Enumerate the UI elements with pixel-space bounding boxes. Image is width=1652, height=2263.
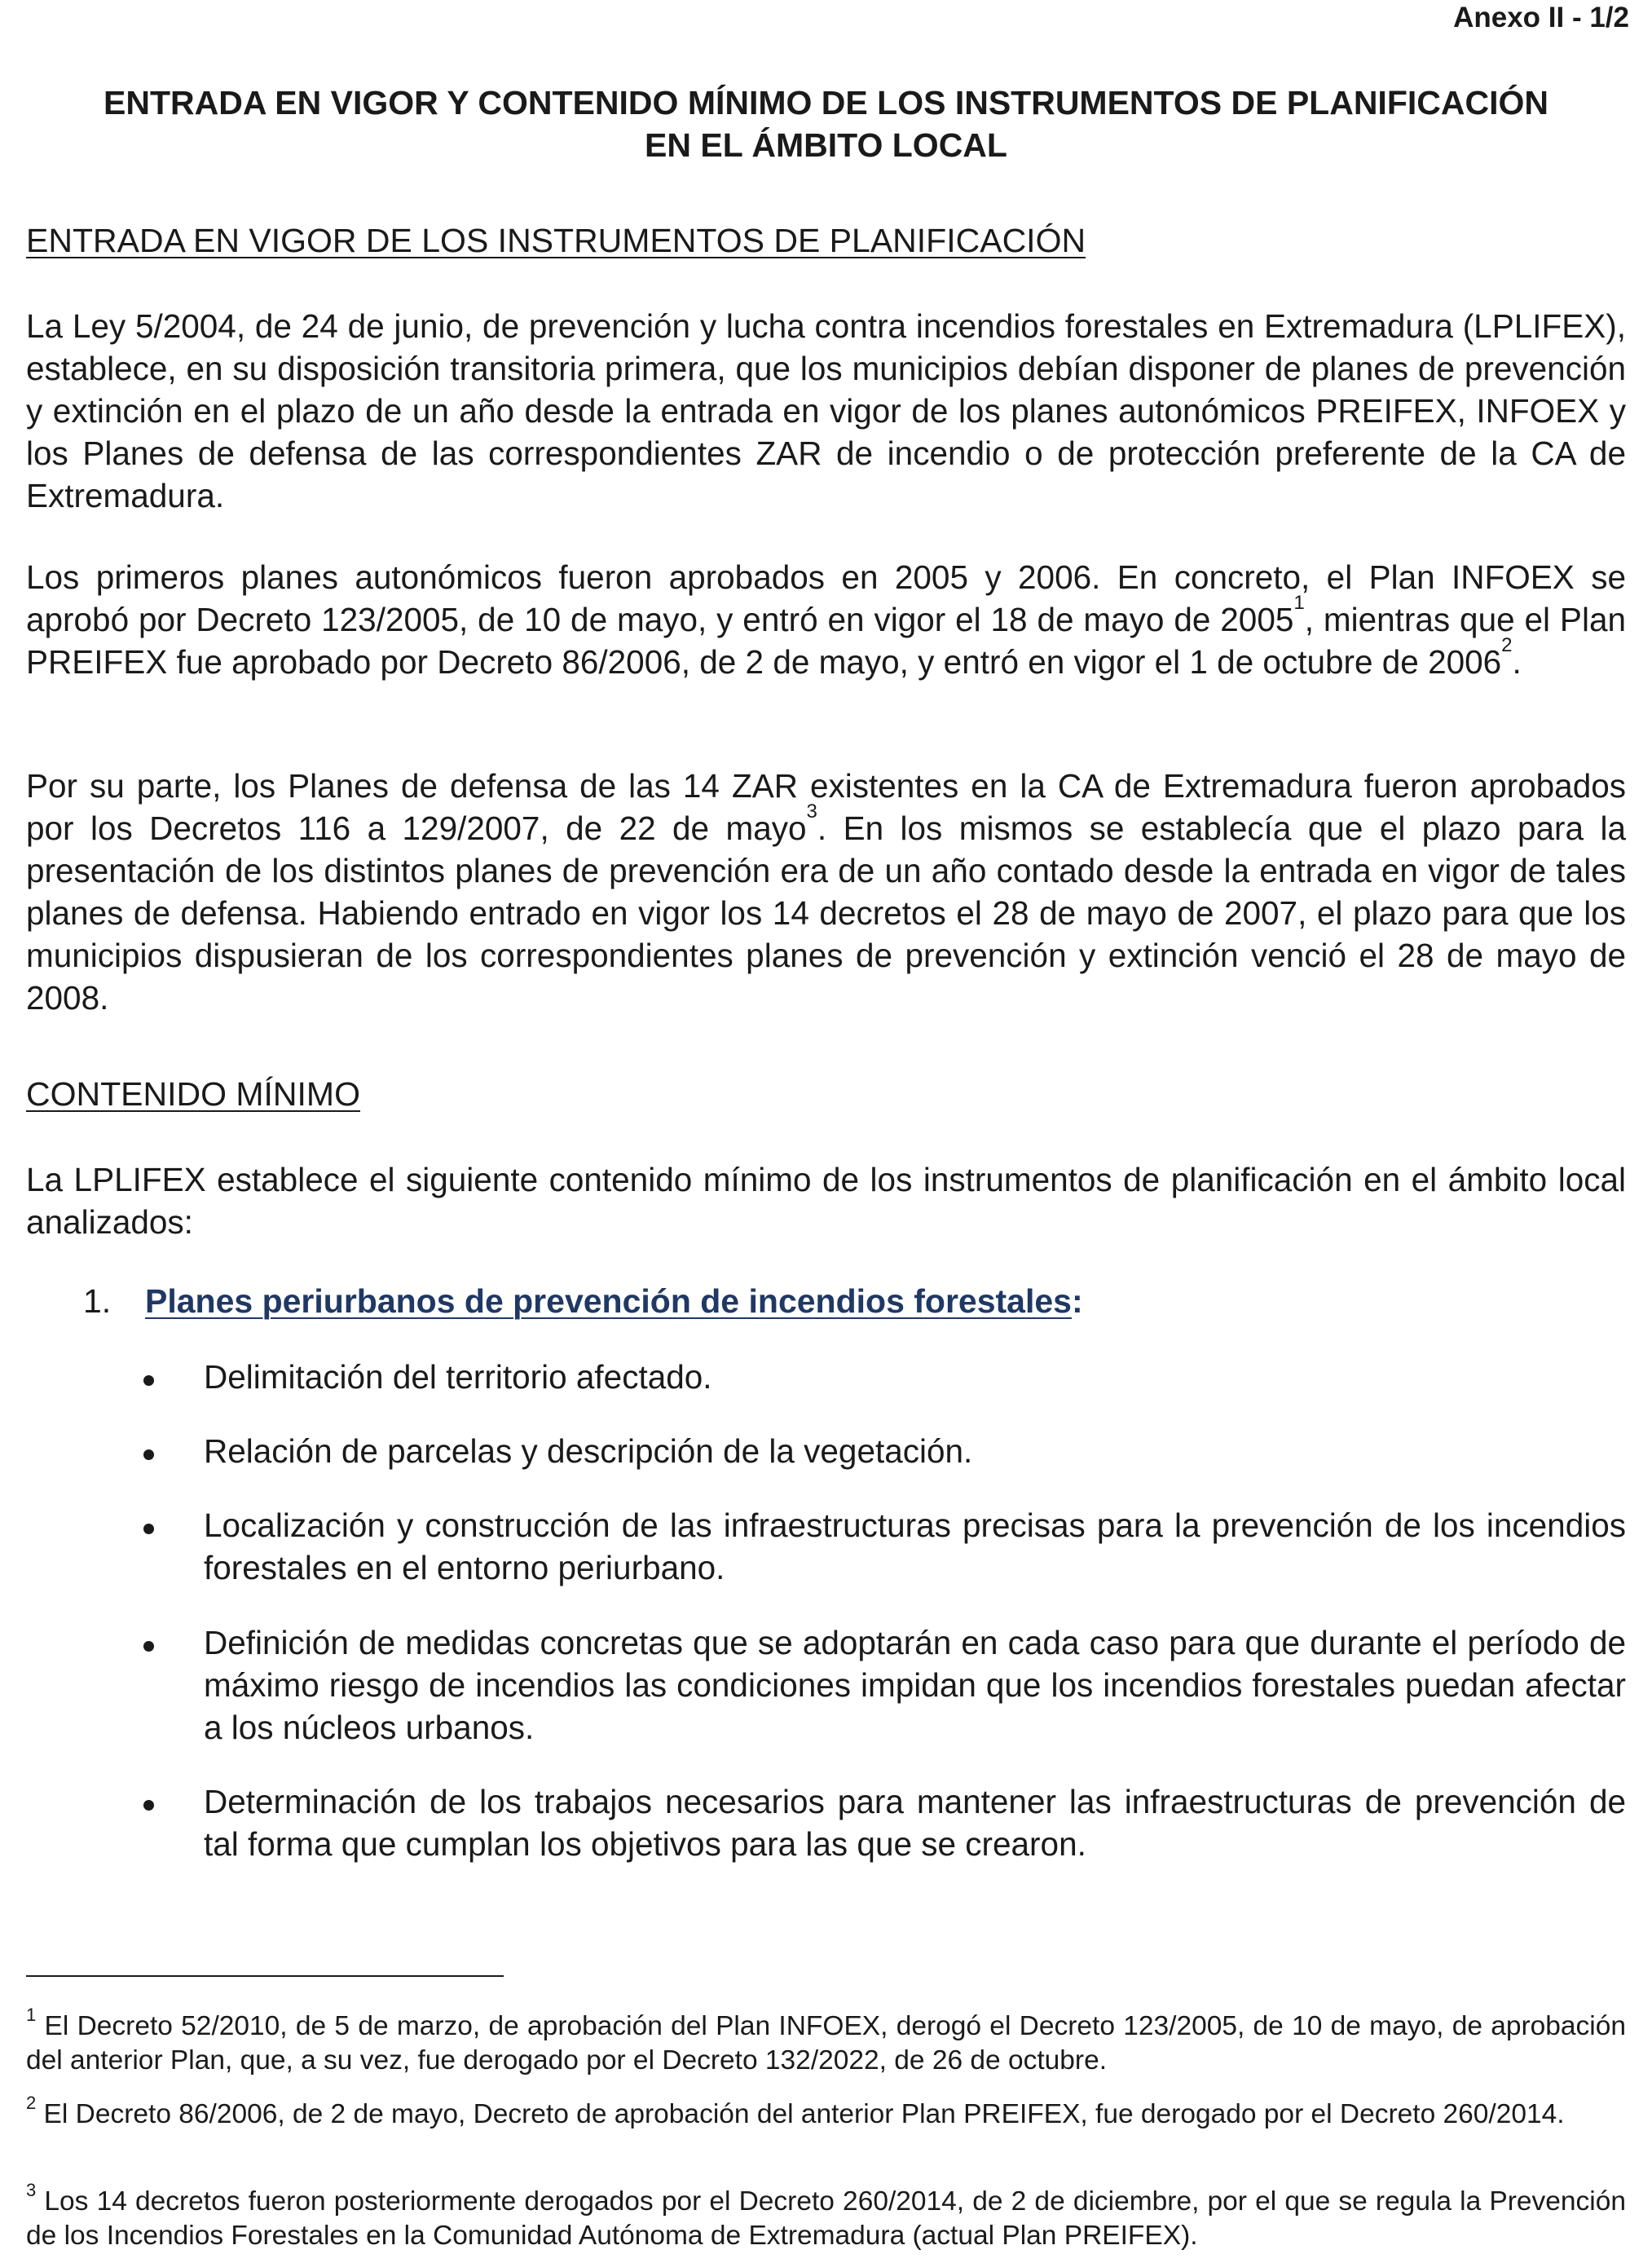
paragraph-ley: La Ley 5/2004, de 24 de junio, de prevención y lucha contra incendios forestales en Extremadura (LPLIFEX), establece, en su disposición transitoria primera, que los municipios debían disponer de planes de prevención y extinción en el plazo de un año desde la entrada en vigor de los planes autonómicos PREIFEX, INFOEX y los Planes de defensa de las correspondientes ZAR de incendio o de protección preferente de la CA de Extremadura. bbox=[26, 307, 1626, 514]
paragraph-contenido-intro: La LPLIFEX establece el siguiente contenido mínimo de los instrumentos de planificación en el ámbito local analizados: bbox=[26, 1161, 1626, 1241]
footnote-text: El Decreto 52/2010, de 5 de marzo, de aprobación del Plan INFOEX, derogó el Decreto 123/2005, de 10 de mayo, de aprobación del anterior Plan, que, a su vez, fue derogado por el Decreto 132/2022, de 26 de octubre. bbox=[26, 2011, 1626, 2076]
paragraph-text: , mientras que el Plan PREIFEX fue aprobado por Decreto 86/2006, de 2 de mayo, y entró en vigor el 1 de octubre de 2006 bbox=[26, 601, 1626, 681]
bullet-icon bbox=[143, 1800, 154, 1811]
bullet-icon bbox=[143, 1524, 154, 1534]
bullet-item: Determinación de los trabajos necesarios para mantener las infraestructuras de prevención de tal forma que cumplan los objetivos para las que se crearon. bbox=[204, 1783, 1626, 1863]
page-title-line-2: EN EL ÁMBITO LOCAL bbox=[645, 126, 1007, 164]
footnote-3 bbox=[26, 2180, 1626, 2253]
footnote-ref-1[interactable]: 1 bbox=[1293, 592, 1305, 614]
footnote-mark: 2 bbox=[26, 2093, 37, 2113]
section-heading-content: CONTENIDO MÍNIMO bbox=[26, 1075, 360, 1113]
footnote-text: Los 14 decretos fueron posteriormente derogados por el Decreto 260/2014, de 2 de diciembre, por el que se regula la Prevención de los Incendios Forestales en la Comunidad Autónoma de Extremadura (actual Plan PREIFEX). bbox=[26, 2186, 1626, 2251]
footnote-2 bbox=[26, 2093, 1626, 2132]
footnote-separator bbox=[26, 1975, 504, 1977]
item-colon: : bbox=[1071, 1282, 1083, 1320]
footnote-ref-3[interactable]: 3 bbox=[806, 801, 817, 823]
bullet-item: Delimitación del territorio afectado. bbox=[204, 1358, 712, 1396]
paragraph-primeros-planes bbox=[26, 556, 1626, 683]
bullet-icon bbox=[143, 1449, 154, 1460]
page-title-line-1: ENTRADA EN VIGOR Y CONTENIDO MÍNIMO DE LOS INSTRUMENTOS DE PLANIFICACIÓN bbox=[104, 84, 1548, 121]
bullet-item: Relación de parcelas y descripción de la vegetación. bbox=[204, 1432, 973, 1470]
bullet-icon bbox=[143, 1375, 154, 1386]
bullet-icon bbox=[143, 1641, 154, 1652]
page-title bbox=[26, 82, 1626, 166]
paragraph-text: Por su parte, los Planes de defensa de las 14 ZAR existentes en la CA de Extremadura fueron aprobados por los Decretos 116 a 129/2007, de 22 de mayo bbox=[26, 767, 1626, 847]
footnote-mark: 1 bbox=[26, 2005, 37, 2025]
planes-periurbanos-link[interactable]: Planes periurbanos de prevención de incendios forestales bbox=[145, 1282, 1072, 1320]
item-number: 1. bbox=[83, 1282, 112, 1320]
annex-label: Anexo II - 1/2 bbox=[1453, 2, 1629, 33]
footnote-ref-2[interactable]: 2 bbox=[1501, 634, 1513, 656]
paragraph-text: . bbox=[1512, 643, 1522, 681]
paragraph-text: . En los mismos se establecía que el plazo para la presentación de los distintos planes de prevención era de un año contado desde la entrada en vigor de tales planes de defensa. Habiendo entrado en vigor los 14 decretos el 28 de mayo de 2007, el plazo para que los municipios dispusieran de los correspondientes planes de prevención y extinción venció el 28 de mayo de 2008. bbox=[26, 809, 1626, 1017]
numbered-item-1 bbox=[83, 1282, 1083, 1321]
section-heading-entry: ENTRADA EN VIGOR DE LOS INSTRUMENTOS DE PLANIFICACIÓN bbox=[26, 222, 1086, 259]
bullet-item: Localización y construcción de las infraestructuras precisas para la prevención de los incendios forestales en el entorno periurbano. bbox=[204, 1506, 1626, 1586]
paragraph-text: Los primeros planes autonómicos fueron aprobados en 2005 y 2006. En concreto, el Plan INFOEX se aprobó por Decreto 123/2005, de 10 de mayo, y entró en vigor el 18 de mayo de 2005 bbox=[26, 558, 1626, 638]
bullet-item: Definición de medidas concretas que se adoptarán en cada caso para que durante el período de máximo riesgo de incendios las condiciones impidan que los incendios forestales puedan afectar a los núcleos urbanos. bbox=[204, 1624, 1626, 1746]
footnote-text: El Decreto 86/2006, de 2 de mayo, Decreto de aprobación del anterior Plan PREIFEX, fue derogado por el Decreto 260/2014. bbox=[36, 2099, 1565, 2129]
paragraph-planes-defensa bbox=[26, 765, 1626, 1019]
footnote-1 bbox=[26, 2005, 1626, 2078]
footnote-mark: 3 bbox=[26, 2180, 37, 2200]
